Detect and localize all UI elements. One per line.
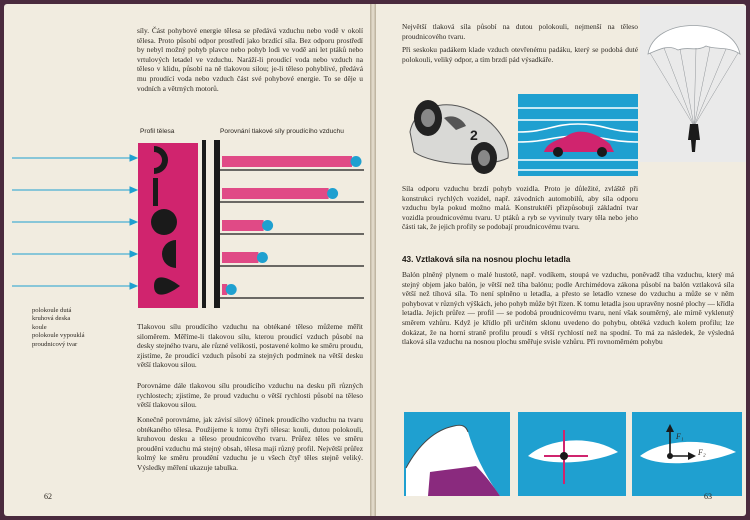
legend-line-2: kruhová deska: [32, 315, 71, 323]
legend-line-5: proudnicový tvar: [32, 340, 78, 348]
svg-text:2: 2: [470, 127, 478, 143]
force-bar-marker-5: [226, 284, 237, 295]
parachute-photo: [640, 6, 746, 162]
sphere-shape: [151, 209, 177, 235]
page-number-right: 63: [704, 492, 712, 501]
airflow-arrows: [12, 155, 137, 289]
force-bar-marker-4: [257, 252, 268, 263]
force-label-f2: F₂: [698, 448, 706, 457]
wing-figure-3: [632, 412, 742, 496]
text-parachute: Při seskoku padákem klade vzduch otevřenému padáku, který se podobá duté polokouli, veliký odpor, a tím brzdí pád výsadkáře.: [402, 45, 638, 64]
force-bar-marker-2: [327, 188, 338, 199]
book-spine: [370, 4, 376, 516]
force-bar-marker-3: [262, 220, 273, 231]
legend-line-1: polokoule dutá: [32, 307, 72, 314]
figure-label-profile: Profil tělesa: [140, 128, 175, 135]
force-bar-3: [222, 220, 264, 231]
force-label-f1: F₁: [676, 432, 684, 441]
page-number-left: 62: [44, 492, 52, 501]
force-bar-4: [222, 252, 258, 263]
drag-figure: [4, 140, 370, 312]
legend-line-3: koule: [32, 323, 47, 331]
text-block-2: Porovnáme dále tlakovou sílu proudícího vzduchu na desku při různých rychlostech; zjistíme, že proud vzduchu o větší rychlosti působí na těleso větší tlakovou silou.: [137, 381, 363, 410]
race-car-photo: [404, 88, 516, 180]
text-car: Síla odporu vzduchu brzdí pohyb vozidla. Proto je důležité, zvláště při konstrukci rychlých vozidel, např. závodních automobilů, aby síla odporu vzduchu byla pokud možno malá. Konstruktéři přizpůsobují základní tvar vozidla proudnicovému tvaru. U ptáků a ryb se vyvinuly tvary těla nebo jeho části tak, že jejich profily se podobají proudnicovému tvaru.: [402, 184, 638, 232]
figure-label-comparison: Porovnání tlakové síly proudícího vzduchu: [220, 128, 344, 135]
force-bar-marker-1: [351, 156, 362, 167]
text-top: Největší tlaková síla působí na dutou polokouli, nejmenší na těleso proudnicového tvaru.: [402, 22, 638, 41]
section-heading: 43. Vztlaková síla na nosnou plochu letadla: [402, 255, 571, 264]
figure-legend: [32, 307, 142, 349]
figure-post-right: [214, 140, 220, 308]
wing-figure-2: [518, 412, 626, 496]
force-bar-2: [222, 188, 329, 199]
text-section: Balón plněný plynem o malé hustotě, např. vodíkem, stoupá ve vzduchu, poněvadž tíha vzduchu, který má stejný objem jako balón, je větší než tíha balónu; podle Archimédova zákona působí na balón vztlaková síla větší než tíhová síla. To není splněno u letadla, a přesto se letadlo vznese do vzduchu a může se v něm pohybovat v různých výškách, jeho pohyb může být řízen. K tomu letadla jsou upravěny nosné plochy — křídla letadla. Jejich průřez — profil — se podobá proudnicovému tvaru, není však souměrný, ale mírně vyklenutý směrem vzhůru. Když je křídlo při určitém sklonu uvedeno do pohybu, obtéká vzduch kolem profilu; lze dokázat, že na horní straně profilu proudí s větší rychlostí než na spodní. To má za následek, že výsledná tlaková síla vzduchu na nosnou plochu směřuje svisle vzhůru. Při rovnoměrném pohybu: [402, 270, 734, 347]
legend-line-4: polokoule vypouklá: [32, 332, 85, 340]
text-block-1: Tlakovou sílu proudícího vzduchu na obtékané těleso můžeme měřit siloměrem. Měříme-li tlakovou sílu, kterou proudící vzduch působí na desky stejného tvaru, ale různé velikosti, postavené kolmo ke směru proudu, zjistíme, že proudící vzduch působí za stejných podmínek na větší desku větší tlakovou silou.: [137, 322, 363, 370]
figure-post-left: [202, 140, 206, 308]
wind-tunnel-graphic: [518, 94, 638, 176]
force-bars: [222, 156, 362, 295]
text-block-3: Konečně porovnáme, jak závisí silový účinek proudícího vzduchu na tvaru obtékaného tělesa. Použijeme k tomu čtyři tělesa: kouli, dutou polokouli, kruhovou desku a těleso proudnicového tvaru. Průřez těles ve směru proudění vzduchu má stejný obsah, tělesa mají různý profil. Největší průřez kolmý ke směru proudění vzduchu je u všech čtyř těles stejně veliký. Výsledky měření ukazuje tabulka.: [137, 415, 363, 472]
wing-figure-1: [404, 412, 510, 496]
circular-disc-shape: [153, 178, 158, 206]
intro-text: síly. Část pohybové energie tělesa se předává vzduchu nebo vodě v okolí tělesa. Proto působí odpor prostředí jako brzdící síla. Bez odporu prostředí by nebyl možný pohyb plavce nebo pohyb lodi ve vodě ani let ptáků nebo vrtulových letadel ve vzduchu. Naráží-li proudící voda nebo vzduch na těleso v klidu, působí na ně tlakovou silou; je-li těleso pohyblivé, předává mu proudící voda nebo vzduch část své pohybové energie. To se děje u vodních a větrných motorů.: [137, 26, 363, 93]
force-bar-1: [222, 156, 352, 167]
